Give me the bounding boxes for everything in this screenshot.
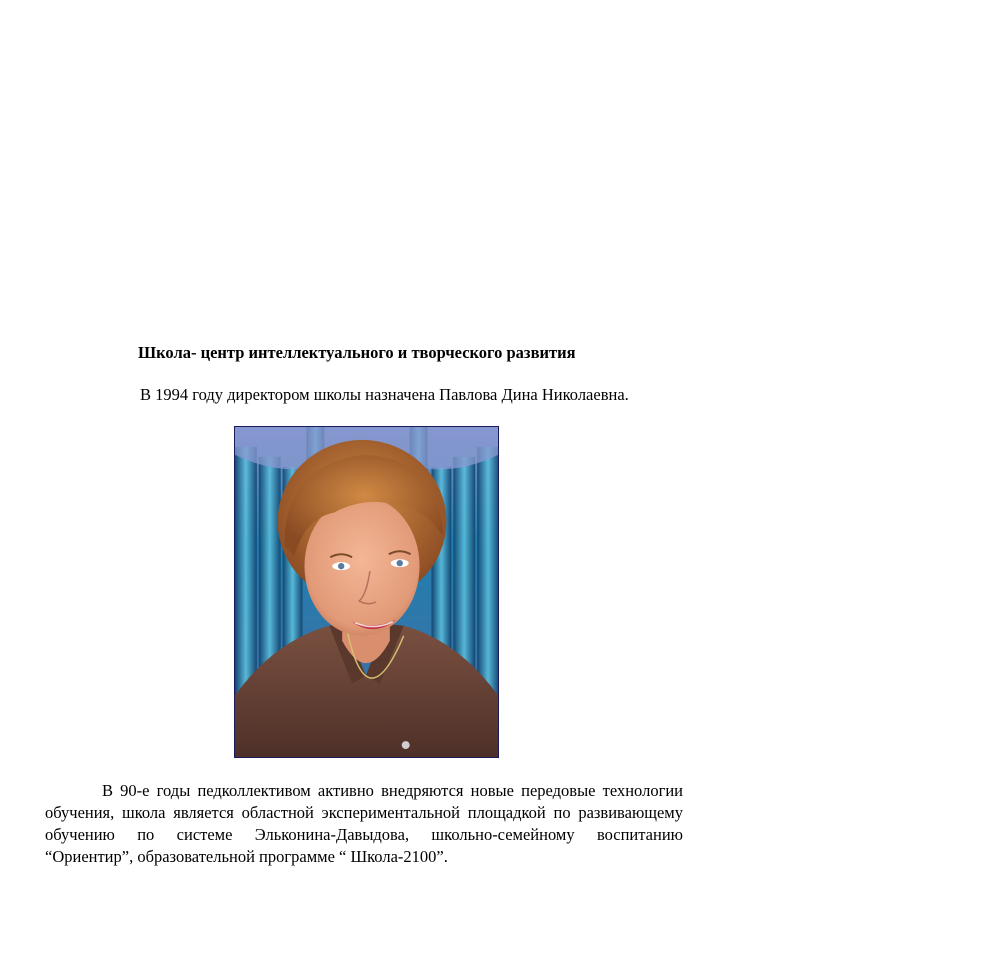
portrait-image <box>235 427 498 757</box>
page-title: Школа- центр интеллектуального и творческого развития <box>138 343 576 362</box>
portrait-photo <box>234 426 499 758</box>
paragraph-director: В 1994 году директором школы назначена Павлова Дина Николаевна. <box>140 385 629 404</box>
paragraph-technologies: В 90-е годы педколлективом активно внедряются новые передовые технологии обучения, школа является областной экспериментальной площадкой по развивающему обучению по системе Эльконина-Давыдова, школьно-семейному воспитанию “Ориентир”, образовательной программе “ Школа-2100”. <box>45 781 683 866</box>
